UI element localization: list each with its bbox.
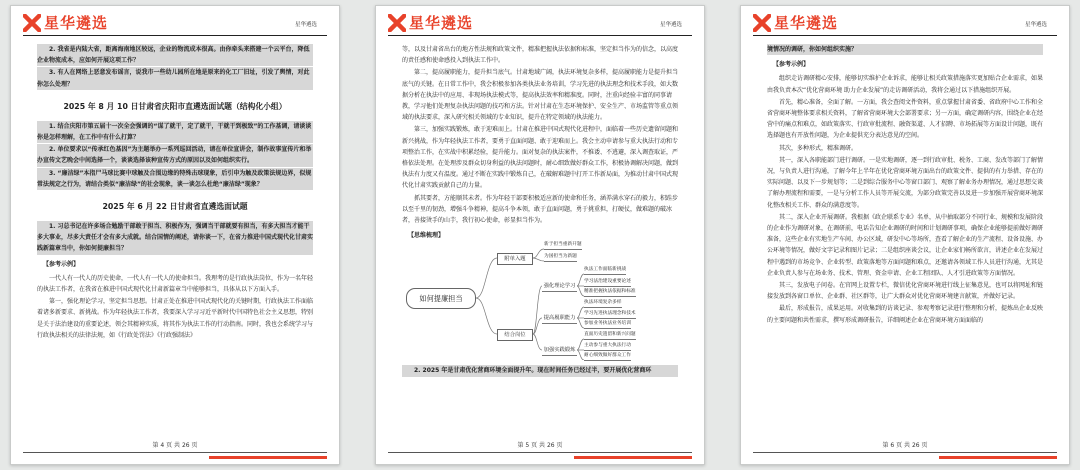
question-paragraph: 3. “廉洁绿”本指尸马球比赛中球触及合围边缘的特殊击球现象，后引申为触及政策法规边界，似规常法规定之行为，请结合类似“廉洁绿”的社会现象，谈一谈怎么杜绝“廉洁绿”现象？ <box>37 168 313 190</box>
document-page-5 <box>375 5 705 465</box>
footer-accent-bar <box>209 456 327 459</box>
body-paragraph: 首先，精心准备，全面了解。一方面，我会查阅文件资料，重点掌握甘肃省委、省政府中心工作和全省营商环境整体要求相关资料，了解省营商环境大会部署要求；另一方面，确定调研内容，围绕企业在经营中的痛点和难点，如政策落实、行政审批流程、融资渠道、人才招聘、市场拓展等方面设计问题，既有选择题也有开放性问题，为企业提供充分表达意见的空间。 <box>767 98 1043 140</box>
mindmap-leaf: 执法工作面临新挑战 <box>584 265 626 275</box>
footer-rule <box>23 452 327 453</box>
document-page-4 <box>10 5 340 465</box>
x-logo-icon <box>753 14 771 32</box>
mindmap-branch: 提高履职能力 <box>542 313 577 324</box>
body-paragraph: 其三，发放电子问卷。在官网上设置专栏，微信优化营商环境进行线上征集意见，也可以将网址和链接发放到各窗口单位、企业群、社区群等，让广大群众对优化营商环境建言献策，并做好记录。 <box>767 282 1043 301</box>
page-footer <box>741 434 1069 464</box>
mindmap-leaf: 直面历史遗留和新兴问题 <box>584 330 636 340</box>
body-paragraph: 一代人有一代人的历史使命，一代人有一代人的使命担当。我理考的是行政执法岗位，作为一名年轻的执法工作者，在我省在推进中国式现代化甘肃新篇章当中能够担当，具体从以下方面入手。 <box>37 274 313 294</box>
body-paragraph: 第二，提高履职能力，提升担当底气。甘肃地域广阔，执法环境复杂多样，提高履职能力是提升担当底气的关键。在日常工作中，我会积极参加各类执法业务培训，学习先进的执法理念和技术手段，如大数据分析在执法中的应用、非现场执法模式等，提高执法效率和精准度。同时，注重向经验丰富的同事请教，学习他们处理复杂执法问题的技巧和方法。针对甘肃在生态环境保护、安全生产、市场监管等重点领域的执法要求，深入研究相关领域的专业知识，提升在特定领域的执法能力。 <box>402 69 678 122</box>
mindmap-branch: 附单入题 <box>497 253 533 265</box>
question-paragraph: 1. 习总书记在许多场合勉励干部敢于担当、积极作为，强调当干部就要有担当，有多大担当才能干多大事业，尽多大责任才会有多大成就。结合国情的阐述，请你谈一下，在省力推进中国式现代化甘肃实践新篇章当中，你如何提廉担当？ <box>37 221 313 255</box>
mindmap-root: 如何提廉担当 <box>406 288 476 309</box>
body-paragraph: 最后，形成报告，成果运用。对收集到的访谈记录、参观考察记录进行整理和分析，提炼出企业反映的主要问题和共性需求，撰写形成调研报告，详细阐述企业在营商环境方面面临的 <box>767 305 1043 324</box>
logo-text: 星华遴选 <box>774 14 839 32</box>
body-paragraph: 其二，深入企业开展调研。我根据《政企联系专业》名单，从中抽取部分不同行业、规模和发展阶段的企业作为调研对象，在调研前，电话告知企业调研的时间和计划调研事项，确保企业能够提前做好调研准备，这些企业有实地生产车间、办公区域，研发中心等场所，查看了解企业的生产流程、设备设施、办公环境等情况，做好文字记录和图片记录；二是组织座谈会议，让企业家们畅所欲言，讲述企业在发展过程中遇到的市场竞争、企业转型、政策落地等方面问题和难点，还邀请各领域工作人员进行沟通，尤其是企业负责人参与在场业务、技术、管理、资金申请、企业工程团队、人才引进政策等方面情况。 <box>767 213 1043 277</box>
mindmap-branch: 强化理论学习 <box>542 281 577 292</box>
document-page-6 <box>740 5 1070 465</box>
footer-rule <box>388 452 692 453</box>
page-footer <box>11 434 339 464</box>
footer-accent-bar <box>574 456 692 459</box>
question-paragraph: 2. 单位要求以“传承红色基因”为主题举办一系列巡回活动，请在单位宣讲会，制作故事宣传片和举办宣传文艺晚会中间选择一个，谈谈选择该种宣传方式的原因以及如何组织实行。 <box>37 144 313 166</box>
header-brand: 星华遴选 <box>294 22 317 28</box>
mindmap-leaf: 执法环境复杂多样 <box>584 298 622 308</box>
body-paragraph: 其一，深入各职能部门进行调研。一是实地调研，逐一到行政审批、税务、工商、发改等部门了解情况，与负责人进行沟通，了解今年上半年在优化营商环境方面出台的政策文件、提供的有力举措、存在的实际问题、以及下一步规划等；二是到综合服务中心等窗口部门、观察了解业务办理情况，通过思想交谈了解办理流程和需要，一是与分析工作人员等开展交流，为部分政策完善以及进一步加强开展营商环境深化整改相关工作、群众的满意度等。 <box>767 156 1043 209</box>
reference-label: 【参考示例】 <box>773 61 810 69</box>
mindmap-leaf: 精准把握执法依据和标准 <box>584 287 636 297</box>
mindmap-leaf: 主动参与重大执法行动 <box>584 341 631 351</box>
body-paragraph: 组织走访调研精心安排，能够切实维护企业诉求，能够让相关政策措施落实更加贴合企业需求，如果由我负责本次“优化营商环境 助力企业发展”的走访调研活动，我将会通过以下措施组织开展。 <box>767 75 1043 94</box>
page-body <box>37 44 313 434</box>
brand-logo <box>388 14 473 32</box>
body-paragraph: 其次，多种形式，精准调研。 <box>779 144 858 152</box>
exam-title: 2025 年 8 月 10 日甘肃省庆阳市直遴选面试题（结构化小组） <box>63 101 287 111</box>
page-footer <box>376 434 704 464</box>
brand-logo <box>753 14 838 32</box>
mindmap-label: 【思维梳理】 <box>408 232 445 240</box>
mind-map <box>402 244 678 360</box>
brand-logo <box>23 14 108 32</box>
footer-accent-bar <box>939 456 1057 459</box>
body-paragraph: 第一，强化理论学习，坚定担当思想。甘肃正处在推进中国式现代化的关键时期，行政执法工作面临着诸多新要求、新挑战。作为年轻执法工作者，我要深入学习习近平新时代中国特色社会主义思想，特别是关于法治建设的重要论述，领会其精神实质，将其作为执法工作的行动指南。同时，我也会系统学习与行政执法相关的法律法规，如《行政处罚法》《行政强制法》 <box>37 298 313 339</box>
page-body <box>402 44 678 434</box>
page-number: 第 5 页 共 26 页 <box>517 442 563 449</box>
body-paragraph: 等，以及甘肃省出台的地方性法规和政策文件，精准把握执法依据和标准，坚定担当作为的信念，以高度的责任感和使命感投入到执法工作中。 <box>402 46 678 65</box>
page-header <box>376 6 704 36</box>
exam-title: 2025 年 6 月 22 日甘肃省直遴选面试题 <box>102 202 248 212</box>
body-paragraph: 抓其要者，方能顺其未者。作为年轻干部要积极适应新的使命和任务，涵养满水穿石的毅力，积跬步以至千里的韧劲，增强斗争精神，提高斗争本领，敢于直面问题，勇于挑重担，打硬仗，做难题的破冰者，善接烫手的山芋，我行初心使命，彰显担当作为。 <box>402 194 678 225</box>
page-header <box>11 6 339 36</box>
logo-text: 星华遴选 <box>409 14 474 32</box>
question-paragraph: 境情况的调研，你如何组织实施？ <box>767 44 1043 55</box>
question-paragraph: 2. 我省是内陆大省，距离海南地区较远，企业的物流成本很高。由你牵头来搭建一个云平台，降低企业物流成本，应如何开展这项工作？ <box>37 44 313 66</box>
mindmap-branch: 结合岗位 <box>497 329 533 341</box>
header-rule <box>753 35 1057 36</box>
page-body <box>767 44 1043 434</box>
mindmap-leaf: 新于担当重新开题 <box>544 240 582 250</box>
logo-text: 星华遴选 <box>44 14 109 32</box>
x-logo-icon <box>388 14 406 32</box>
page-number: 第 4 页 共 26 页 <box>152 442 198 449</box>
header-brand: 星华遴选 <box>659 22 682 28</box>
mindmap-leaf: 学习先进执法理念和技术 <box>584 309 636 319</box>
mindmap-leaf: 耐心细致做好群众工作 <box>584 351 631 361</box>
mindmap-branch: 加强实践锻炼 <box>542 345 577 356</box>
question-paragraph: 3. 有人在网络上恶意发布谣言，说我市一些幼儿园所在地是原来的化工厂旧址，引发了舆情，对此你怎么处理？ <box>37 67 313 89</box>
body-paragraph: 第三，加强实践锻炼，敢于迎难而上。甘肃在推进中国式现代化进程中，面临着一些历史遗留问题和新兴挑战，作为年轻执法工作者，要勇于直面问题、敢于迎难而上。我会主动申请参与重大执法行动和专项整治工作，在实战中积累经验，提升能力。面对复杂的执法案件，不推诿、不逃避，深入调查取证，严格依法处理。在处理涉及群众切身利益的执法问题时，耐心细致做好群众工作，积极协调解决问题，做到执法有力度又有温度。通过不断在实践中锻炼自己，在破解难题中打开工作新局面，为推动甘肃中国式现代化甘肃实践贡献自己的力量。 <box>402 126 678 190</box>
header-rule <box>23 35 327 36</box>
header-rule <box>388 35 692 36</box>
mindmap-leaf: 为国担当为新题 <box>544 252 577 262</box>
mindmap-leaf: 参加业务执法业务培训 <box>584 319 631 329</box>
question-paragraph: 1. 结合庆阳市第五届十一次全会强调的“谋了就干，定了就干，干就干到极致”的工作基调，请谈谈你是怎样理解，在工作中有什么打算？ <box>37 121 313 143</box>
page-header <box>741 6 1069 36</box>
header-brand: 星华遴选 <box>1024 22 1047 28</box>
footer-rule <box>753 452 1057 453</box>
page-number: 第 6 页 共 26 页 <box>882 442 928 449</box>
mindmap-leaf: 学习法治建设重要论述 <box>584 277 631 287</box>
x-logo-icon <box>23 14 41 32</box>
reference-label: 【参考示例】 <box>43 260 80 268</box>
question-paragraph: 2. 2025 年是甘肃优化营商环境全面提升年。现在时间任务已经过半，要开展优化营商环 <box>402 365 678 376</box>
